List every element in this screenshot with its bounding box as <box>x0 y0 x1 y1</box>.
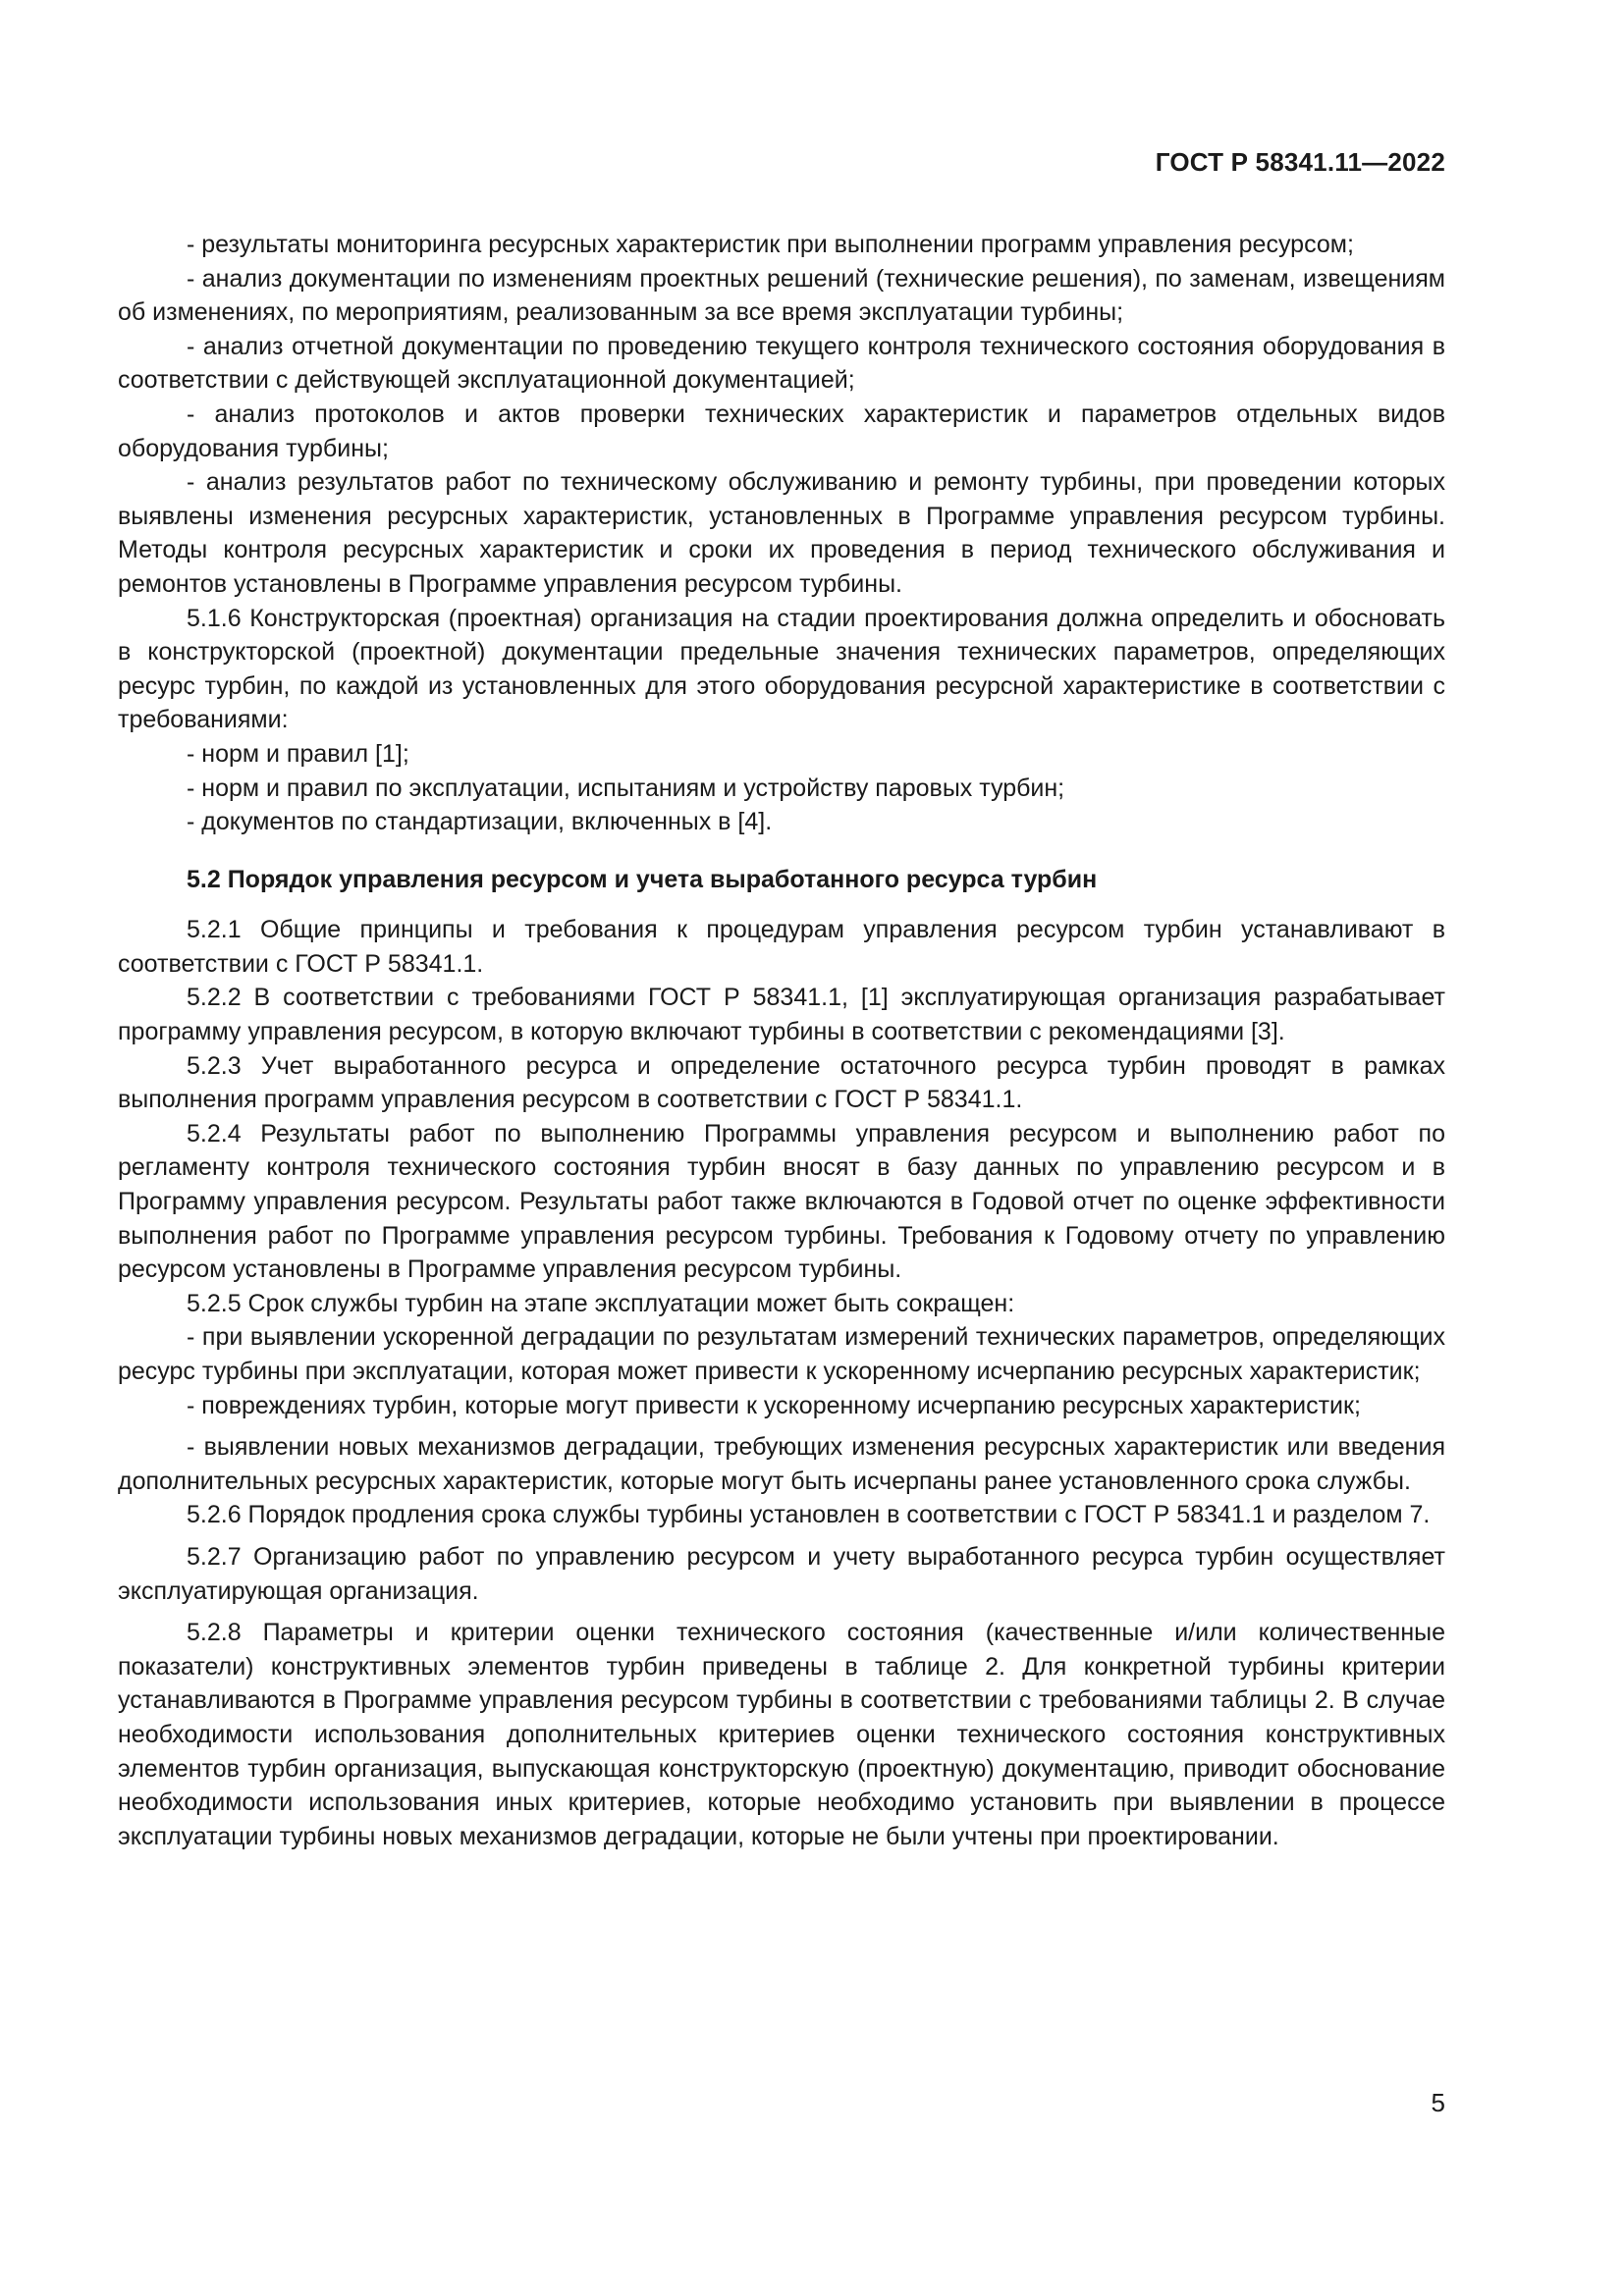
clause-5-2-8: 5.2.8 Параметры и критерии оценки технического состояния (качественные и/или количественные показатели) конструктивных элементов турбин приведены в таблице 2. Для конкретной турбины критерии устанавливаются в Программе управления ресурсом турбины в соответствии с требованиями таблицы 2. В случае необходимости использования дополнительных критериев оценки технического состояния конструктивных элементов турбин организация, выпускающая конструкторскую (проектную) документацию, приводит обоснование необходимости использования иных критериев, которые необходимо установить при выявлении в процессе эксплуатации турбины новых механизмов деградации, которые не были учтены при проектировании. <box>118 1619 1445 1850</box>
list-item-protocols-analysis: - анализ протоколов и актов проверки технических характеристик и параметров отдельных видов оборудования турбины; <box>118 400 1445 462</box>
section-heading-5-2: 5.2 Порядок управления ресурсом и учета выработанного ресурса турбин <box>187 865 1098 893</box>
clause-5-2-5: 5.2.5 Срок службы турбин на этапе эксплуатации может быть сокращен: <box>187 1289 1015 1317</box>
list-item-monitoring-results: - результаты мониторинга ресурсных характеристик при выполнении программ управления ресурсом; <box>187 231 1354 258</box>
standard-designation: ГОСТ Р 58341.11—2022 <box>1155 147 1445 177</box>
list-item-new-degradation-mechanisms: - выявлении новых механизмов деградации, требующих изменения ресурсных характеристик или введения дополнительных ресурсных характеристик, которые могут быть исчерпаны ранее установленного срока службы. <box>118 1433 1445 1495</box>
list-item-design-changes-analysis: - анализ документации по изменениям проектных решений (технические решения), по заменам, извещениям об изменениях, по мероприятиям, реализованным за все время эксплуатации турбины; <box>118 264 1445 327</box>
clause-5-2-6: 5.2.6 Порядок продления срока службы турбины установлен в соответствии с ГОСТ Р 58341.1 и разделом 7. <box>187 1501 1431 1529</box>
clause-5-2-2: 5.2.2 В соответствии с требованиями ГОСТ Р 58341.1, [1] эксплуатирующая организация разрабатывает программу управления ресурсом, в которую включают турбины в соответствии с рекомендациями [3]. <box>118 984 1445 1046</box>
clause-5-2-7: 5.2.7 Организацию работ по управлению ресурсом и учету выработанного ресурса турбин осуществляет эксплуатирующая организация. <box>118 1542 1445 1605</box>
clause-5-2-3: 5.2.3 Учет выработанного ресурса и определение остаточного ресурса турбин проводят в рамках выполнения программ управления ресурсом в соответствии с ГОСТ Р 58341.1. <box>118 1051 1445 1114</box>
list-item-standardization-docs: - документов по стандартизации, включенных в [4]. <box>187 808 773 836</box>
list-item-turbine-damage: - повреждениях турбин, которые могут привести к ускоренному исчерпанию ресурсных характеристик; <box>187 1391 1361 1419</box>
list-item-norms: - норм и правил [1]; <box>187 739 409 768</box>
list-item-maintenance-analysis: - анализ результатов работ по техническому обслуживанию и ремонту турбины, при проведении которых выявлены изменения ресурсных характеристик, установленных в Программе управления ресурсом турбины. Методы контроля ресурсных характеристик и сроки их проведения в период технического обслуживания и ремонтов установлены в Программе управления ресурсом турбины. <box>118 468 1445 598</box>
list-item-operation-norms: - норм и правил по эксплуатации, испытаниям и устройству паровых турбин; <box>187 774 1065 802</box>
clause-5-2-1: 5.2.1 Общие принципы и требования к процедурам управления ресурсом турбин устанавливают в соответствии с ГОСТ Р 58341.1. <box>118 916 1445 978</box>
list-item-accelerated-degradation: - при выявлении ускоренной деградации по результатам измерений технических параметров, определяющих ресурс турбины при эксплуатации, которая может привести к ускоренному исчерпанию ресурсных характеристик; <box>118 1323 1445 1385</box>
clause-5-2-4: 5.2.4 Результаты работ по выполнению Программы управления ресурсом и выполнению работ по регламенту контроля технического состояния турбин вносят в базу данных по управлению ресурсом и в Программу управления ресурсом. Результаты работ также включаются в Годовой отчет по оценке эффективности выполнения работ по Программе управления ресурсом турбины. Требования к Годовому отчету по управлению ресурсом установлены в Программе управления ресурсом турбины. <box>118 1119 1445 1284</box>
list-item-reporting-analysis: - анализ отчетной документации по проведению текущего контроля технического состояния оборудования в соответствии с действующей эксплуатационной документацией; <box>118 332 1445 395</box>
clause-5-1-6: 5.1.6 Конструкторская (проектная) организация на стадии проектирования должна определить и обосновать в конструкторской (проектной) документации предельные значения технических параметров, определяющих ресурс турбин, по каждой из установленных для этого оборудования ресурсной характеристике в соответствии с требованиями: <box>118 604 1445 734</box>
page-body <box>118 228 1445 1853</box>
page-number: 5 <box>1431 2088 1445 2117</box>
